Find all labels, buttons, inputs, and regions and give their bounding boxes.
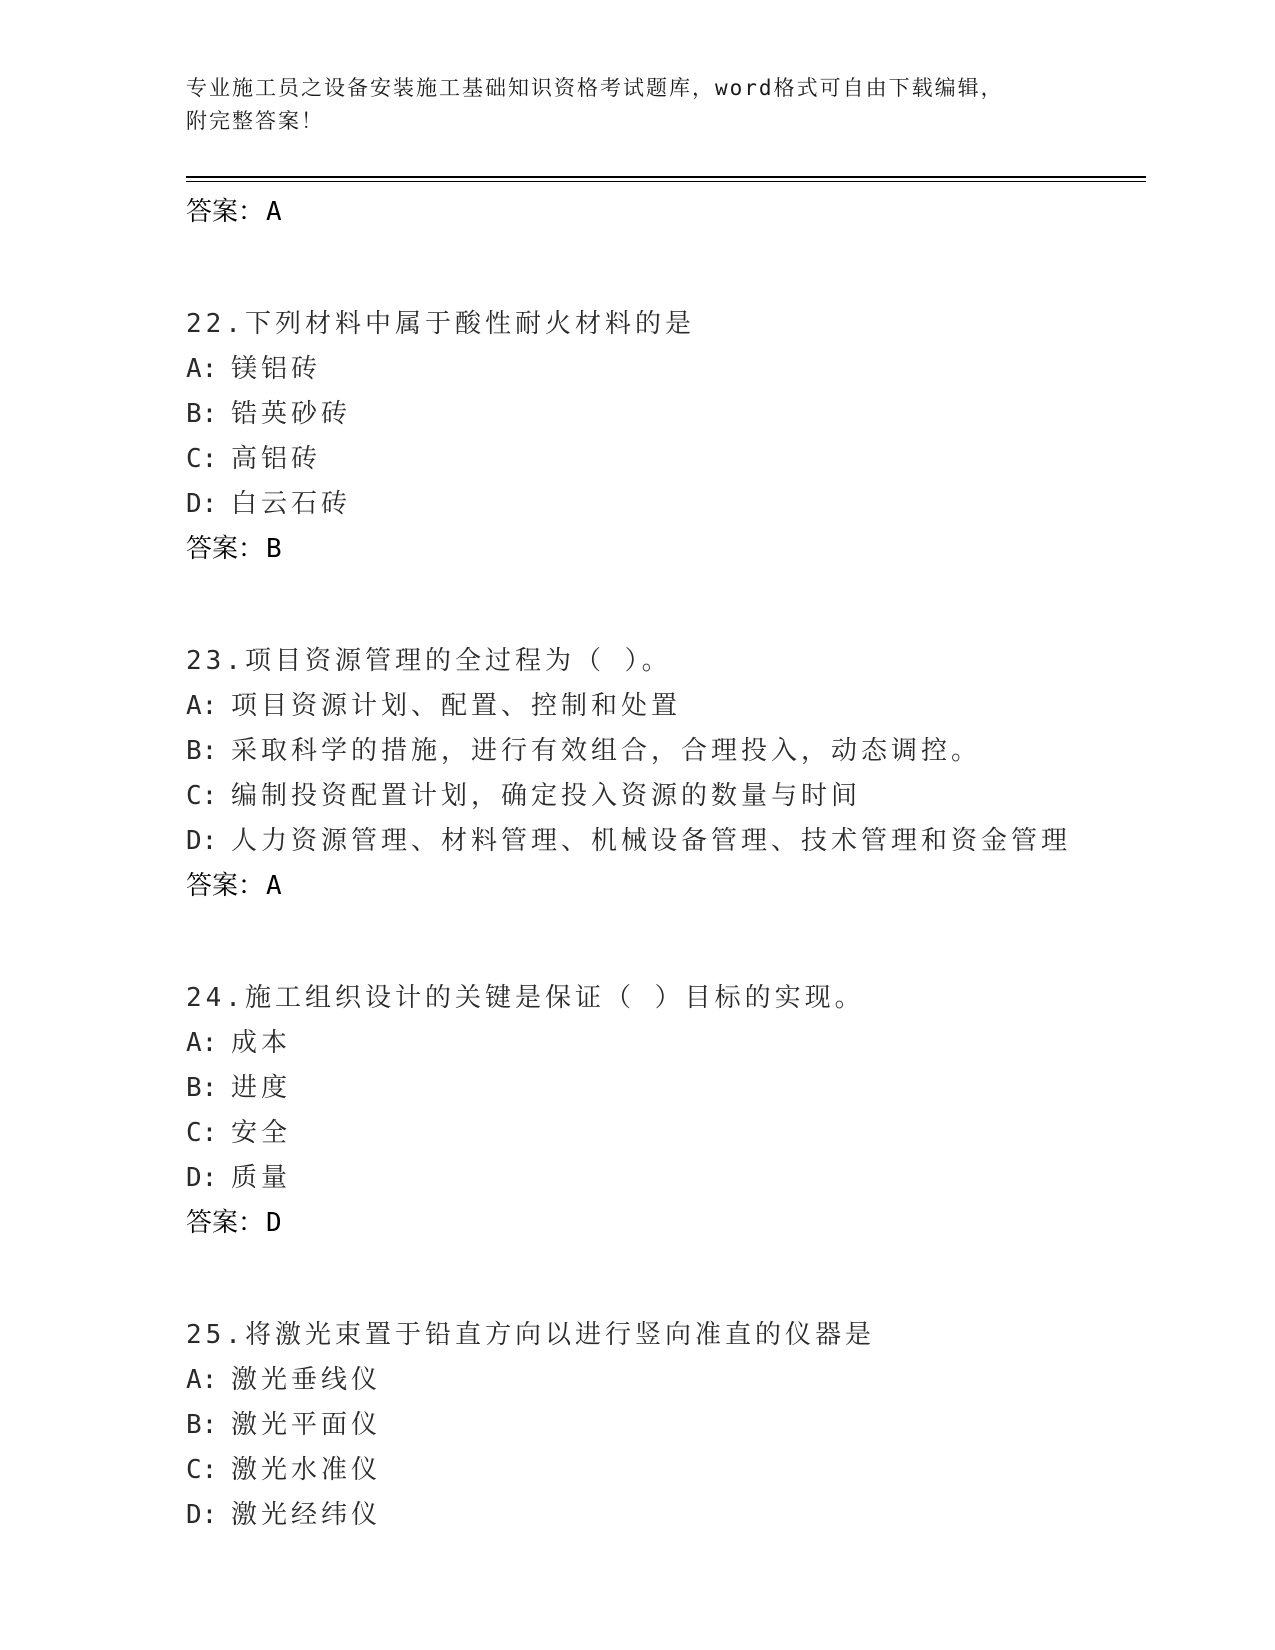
question-text: 24.施工组织设计的关键是保证（ ）目标的实现。 xyxy=(186,983,865,1013)
option-key: A: xyxy=(186,354,218,384)
question-list xyxy=(186,190,1146,1605)
option-text: 安全 xyxy=(231,1118,292,1148)
option-b xyxy=(186,1403,1146,1448)
answer-value: D xyxy=(266,1208,282,1238)
option-d xyxy=(186,1493,1146,1538)
option-text: 镁铝砖 xyxy=(231,354,322,384)
option-b xyxy=(186,1066,1146,1111)
question-22 xyxy=(186,302,1146,572)
header-divider-thick xyxy=(186,176,1146,178)
option-text: 成本 xyxy=(231,1028,292,1058)
option-b xyxy=(186,729,1146,774)
header-divider-thin xyxy=(186,181,1146,182)
question-text: 23.项目资源管理的全过程为（ ）。 xyxy=(186,646,672,676)
option-text: 激光经纬仪 xyxy=(231,1500,382,1530)
option-key: B: xyxy=(186,1410,218,1440)
option-c xyxy=(186,774,1146,819)
option-key: D: xyxy=(186,1500,218,1530)
answer-label: 答案： xyxy=(186,534,265,564)
option-key: B: xyxy=(186,399,218,429)
answer-label: 答案： xyxy=(186,197,265,227)
option-c xyxy=(186,437,1146,482)
option-a xyxy=(186,347,1146,392)
option-c xyxy=(186,1111,1146,1156)
option-text: 白云石砖 xyxy=(231,489,352,519)
option-key: C: xyxy=(186,1118,218,1148)
option-key: C: xyxy=(186,1455,218,1485)
option-text: 编制投资配置计划，确定投入资源的数量与时间 xyxy=(231,781,862,811)
option-key: D: xyxy=(186,489,218,519)
option-text: 高铝砖 xyxy=(231,444,322,474)
option-key: A: xyxy=(186,691,218,721)
option-a xyxy=(186,1021,1146,1066)
answer-value: B xyxy=(266,534,282,564)
header-line-1: 专业施工员之设备安装施工基础知识资格考试题库，word格式可自由下载编辑， xyxy=(186,76,1004,100)
option-text: 激光水准仪 xyxy=(231,1455,382,1485)
option-key: A: xyxy=(186,1365,218,1395)
option-key: A: xyxy=(186,1028,218,1058)
option-text: 采取科学的措施，进行有效组合，合理投入，动态调控。 xyxy=(231,736,982,766)
header-line-2: 附完整答案！ xyxy=(186,109,324,133)
answer-line xyxy=(186,864,1146,909)
option-d xyxy=(186,1156,1146,1201)
option-key: C: xyxy=(186,444,218,474)
answer-label: 答案： xyxy=(186,1208,265,1238)
option-key: D: xyxy=(186,1163,218,1193)
option-text: 进度 xyxy=(231,1073,292,1103)
option-key: B: xyxy=(186,736,218,766)
option-a xyxy=(186,684,1146,729)
document-header xyxy=(186,72,1066,138)
option-key: D: xyxy=(186,826,218,856)
option-text: 激光垂线仪 xyxy=(231,1365,382,1395)
answer-label: 答案： xyxy=(186,871,265,901)
option-d xyxy=(186,482,1146,527)
option-text: 人力资源管理、材料管理、机械设备管理、技术管理和资金管理 xyxy=(231,826,1072,856)
answer-value: A xyxy=(266,871,282,901)
answer-line xyxy=(186,1201,1146,1246)
question-text: 22.下列材料中属于酸性耐火材料的是 xyxy=(186,309,695,339)
question-24 xyxy=(186,976,1146,1246)
option-text: 质量 xyxy=(231,1163,292,1193)
answer-value: A xyxy=(266,197,282,227)
question-text: 25.将激光束置于铅直方向以进行竖向准直的仪器是 xyxy=(186,1320,875,1350)
answer-line xyxy=(186,527,1146,572)
option-text: 锆英砂砖 xyxy=(231,399,352,429)
answer-line xyxy=(186,190,1146,235)
question-25 xyxy=(186,1313,1146,1538)
option-text: 项目资源计划、配置、控制和处置 xyxy=(231,691,682,721)
question-23 xyxy=(186,639,1146,909)
option-c xyxy=(186,1448,1146,1493)
option-a xyxy=(186,1358,1146,1403)
option-text: 激光平面仪 xyxy=(231,1410,382,1440)
option-d xyxy=(186,819,1146,864)
option-b xyxy=(186,392,1146,437)
option-key: B: xyxy=(186,1073,218,1103)
option-key: C: xyxy=(186,781,218,811)
